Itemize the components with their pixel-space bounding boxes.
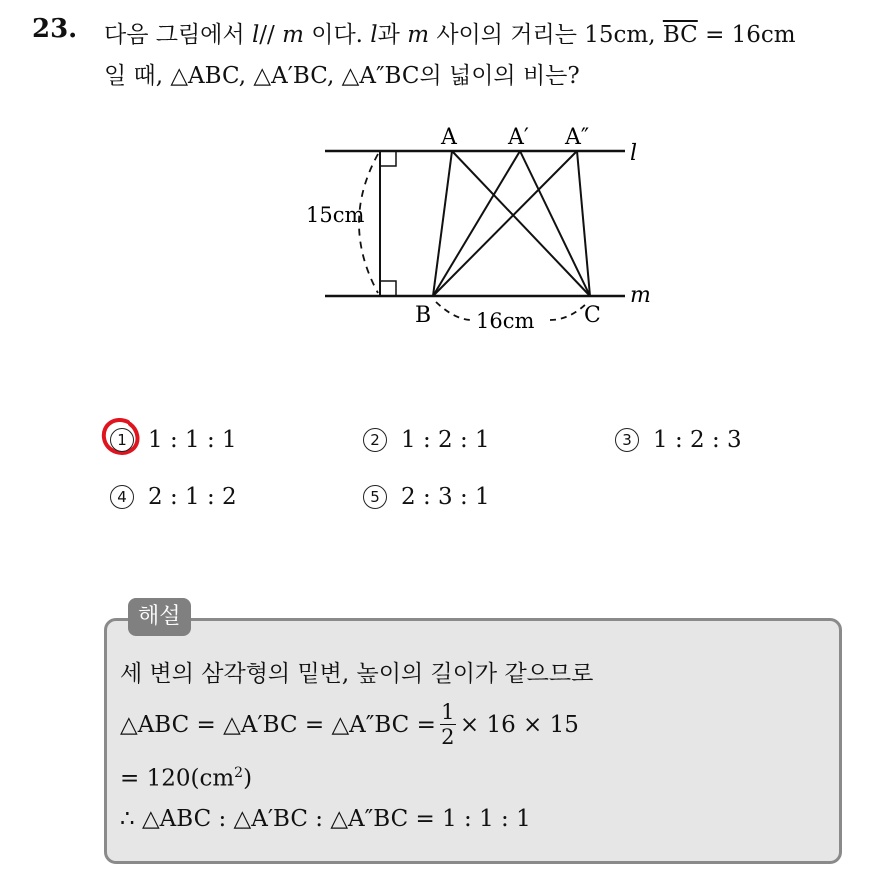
choice-number-4: 4 <box>110 485 134 509</box>
line-m-symbol: m <box>407 22 429 48</box>
triangle-edges <box>433 151 590 296</box>
solution-line-2 <box>120 700 579 749</box>
choice-3[interactable] <box>615 427 742 453</box>
question-text: 다음 그림에서 <box>104 22 245 48</box>
base-dashed-right <box>550 302 588 320</box>
solution-result-close: ) <box>243 765 253 792</box>
point-b-label: B <box>415 303 432 328</box>
height-label: 15cm <box>306 203 365 227</box>
choice-text-5: 2 : 3 : 1 <box>401 484 490 510</box>
unit-exponent: 2 <box>234 765 244 781</box>
solution-product: × 16 × 15 <box>459 711 579 738</box>
segment-bc: $\overline{BC}$ <box>662 22 698 48</box>
question-text: 사이의 거리는 15cm, <box>436 22 656 48</box>
choice-4[interactable] <box>110 484 237 510</box>
point-a2-label: A″ <box>565 125 590 150</box>
choice-text-2: 1 : 2 : 1 <box>401 427 490 453</box>
point-a-label: A <box>441 125 457 150</box>
question-text: 이다. <box>311 22 363 48</box>
question-number: 23. <box>32 14 78 44</box>
solution-tag: 해설 <box>128 598 191 636</box>
question-text: = 16cm <box>705 22 796 48</box>
solution-line-3 <box>120 765 252 792</box>
choice-text-1: 1 : 1 : 1 <box>148 427 237 453</box>
choice-2[interactable] <box>363 427 490 453</box>
triangle-figure <box>300 110 680 350</box>
parallel-symbol: // <box>259 22 275 48</box>
right-angle-bottom <box>380 281 396 296</box>
question-line-1 <box>104 16 796 49</box>
solution-line-1: 세 변의 삼각형의 밑변, 높이의 길이가 같으므로 <box>120 661 594 687</box>
choice-number-2: 2 <box>363 428 387 452</box>
choice-number-5: 5 <box>363 485 387 509</box>
choice-text-3: 1 : 2 : 3 <box>653 427 742 453</box>
question-line-2: 일 때, △ABC, △A′BC, △A″BC의 넓이의 비는? <box>104 63 580 89</box>
choice-number-3: 3 <box>615 428 639 452</box>
line-l-symbol: l <box>251 22 260 48</box>
right-angle-top <box>380 151 396 166</box>
line-m-label: m <box>630 283 651 308</box>
fraction-half <box>440 700 456 749</box>
line-m-symbol: m <box>282 22 304 48</box>
choice-5[interactable] <box>363 484 490 510</box>
point-c-label: C <box>584 303 601 328</box>
base-label: 16cm <box>476 309 535 333</box>
point-a1-label: A′ <box>508 125 529 150</box>
choice-text-4: 2 : 1 : 2 <box>148 484 237 510</box>
base-dashed-left <box>436 302 472 320</box>
line-l-label: l <box>630 141 638 166</box>
choice-1[interactable] <box>110 427 237 453</box>
solution-line-4: ∴ △ABC : △A′BC : △A″BC = 1 : 1 : 1 <box>120 806 531 832</box>
fraction-numerator: 1 <box>441 700 455 724</box>
line-l-symbol: l <box>370 22 378 48</box>
question-text: 과 <box>377 22 400 48</box>
solution-result: = 120(cm <box>120 765 235 792</box>
fraction-denominator: 2 <box>441 725 455 749</box>
solution-equation: △ABC = △A′BC = △A″BC = <box>120 711 436 738</box>
choice-number-1: 1 <box>110 428 134 452</box>
